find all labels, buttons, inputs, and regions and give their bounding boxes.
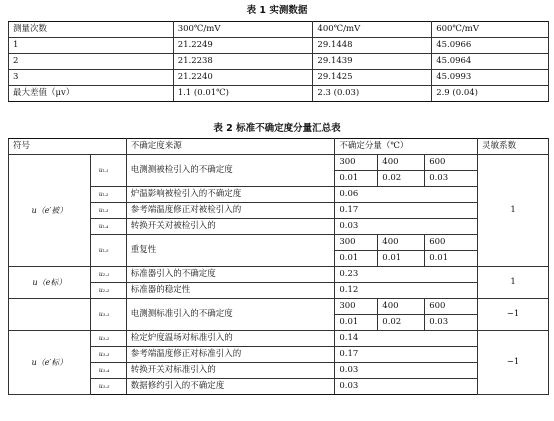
symbol-cell: u（e′标） — [9, 331, 91, 395]
source-cell: 转换开关对标准引入的 — [126, 363, 335, 379]
sub-symbol: u₃.₁ — [90, 299, 126, 331]
sub-symbol: u₂.₁ — [90, 267, 126, 283]
table2-row — [9, 363, 549, 379]
source-header: 不确定度来源 — [126, 139, 335, 155]
table2-header-row — [9, 139, 549, 155]
table1-cell: 1 — [9, 38, 174, 54]
table1-cell: 45.0993 — [432, 70, 549, 86]
sub-symbol: uₗ.₅ — [90, 235, 126, 267]
source-cell: 参考端温度修正对标准引入的 — [126, 347, 335, 363]
table2-row — [9, 299, 549, 315]
coef-cell: 1 — [478, 267, 549, 299]
symbol-cell: u（e′被） — [9, 155, 91, 267]
value-cell: 0.02 — [378, 171, 425, 187]
table1-cell: 2.9 (0.04) — [432, 86, 549, 102]
source-cell: 重复性 — [126, 235, 335, 267]
table1-row — [9, 38, 549, 54]
table1-header-cell: 300℃/mV — [173, 22, 313, 38]
symbol-cell — [9, 299, 91, 331]
table1-cell: 21.2249 — [173, 38, 313, 54]
coef-header: 灵敏系数 — [478, 139, 549, 155]
component-header: 不确定分量（℃） — [335, 139, 478, 155]
table1-cell: 21.2240 — [173, 70, 313, 86]
temp-header-cell: 400 — [378, 299, 425, 315]
value-cell: 0.03 — [425, 315, 478, 331]
table1-header-cell: 测量次数 — [9, 22, 174, 38]
sub-symbol: u₂.₂ — [90, 283, 126, 299]
temp-header-cell: 400 — [378, 155, 425, 171]
source-cell: 参考端温度修正对被检引入的 — [126, 203, 335, 219]
table1-header-row — [9, 22, 549, 38]
source-cell: 检定炉度温场对标准引入的 — [126, 331, 335, 347]
table1-row — [9, 54, 549, 70]
value-cell: 0.03 — [335, 219, 478, 235]
value-cell: 0.01 — [335, 251, 378, 267]
source-cell: 数据修约引入的不确定度 — [126, 379, 335, 395]
source-cell: 标准器引入的不确定度 — [126, 267, 335, 283]
table2-row — [9, 331, 549, 347]
table1-cell: 29.1425 — [313, 70, 432, 86]
table1-header-cell: 600℃/mV — [432, 22, 549, 38]
value-cell: 0.06 — [335, 187, 478, 203]
sub-symbol: uₗ.₁ — [90, 155, 126, 187]
coef-cell: −1 — [478, 299, 549, 331]
source-cell: 电测测标准引入的不确定度 — [126, 299, 335, 331]
value-cell: 0.03 — [425, 171, 478, 187]
table1-cell: 29.1448 — [313, 38, 432, 54]
symbol-header: 符号 — [9, 139, 127, 155]
table1-row — [9, 70, 549, 86]
source-cell: 电测测被检引入的不确定度 — [126, 155, 335, 187]
temp-header-cell: 600 — [425, 155, 478, 171]
source-cell: 转换开关对被检引入的 — [126, 219, 335, 235]
table1-title: 表 1 实测数据 — [246, 5, 308, 16]
table1-header-cell: 400℃/mV — [313, 22, 432, 38]
table1-cell: 2.3 (0.03) — [313, 86, 432, 102]
measurement-data-table — [8, 21, 549, 102]
value-cell: 0.17 — [335, 203, 478, 219]
table1-row — [9, 86, 549, 102]
table2-row — [9, 283, 549, 299]
sub-symbol: u₃.₂ — [90, 331, 126, 347]
temp-header-cell: 400 — [378, 235, 425, 251]
sub-symbol: uₗ.₄ — [90, 219, 126, 235]
sub-symbol: u₃.₅ — [90, 379, 126, 395]
sub-symbol: uₗ.₃ — [90, 203, 126, 219]
value-cell: 0.01 — [378, 251, 425, 267]
uncertainty-summary-table — [8, 138, 549, 395]
coef-cell: −1 — [478, 331, 549, 395]
table2-row — [9, 219, 549, 235]
value-cell: 0.01 — [335, 315, 378, 331]
value-cell: 0.03 — [335, 363, 478, 379]
source-cell: 炉温影响被检引入的不确定度 — [126, 187, 335, 203]
table2-title: 表 2 标准不确定度分量汇总表 — [213, 123, 341, 134]
temp-header-cell: 600 — [425, 235, 478, 251]
temp-header-cell: 600 — [425, 299, 478, 315]
value-cell: 0.01 — [425, 251, 478, 267]
value-cell: 0.12 — [335, 283, 478, 299]
value-cell: 0.23 — [335, 267, 478, 283]
value-cell: 0.01 — [335, 171, 378, 187]
table1-cell: 21.2238 — [173, 54, 313, 70]
table2-row — [9, 203, 549, 219]
table1-cell: 最大差值（μv） — [9, 86, 174, 102]
temp-header-cell: 300 — [335, 155, 378, 171]
table1-cell: 45.0964 — [432, 54, 549, 70]
table1-cell: 29.1439 — [313, 54, 432, 70]
table1-cell: 45.0966 — [432, 38, 549, 54]
temp-header-cell: 300 — [335, 235, 378, 251]
table2-row — [9, 379, 549, 395]
table2-row — [9, 155, 549, 171]
value-cell: 0.14 — [335, 331, 478, 347]
table1-cell: 2 — [9, 54, 174, 70]
table1-cell: 3 — [9, 70, 174, 86]
table2-row — [9, 187, 549, 203]
sub-symbol: uₗ.₂ — [90, 187, 126, 203]
table2-row — [9, 235, 549, 251]
value-cell: 0.17 — [335, 347, 478, 363]
sub-symbol: u₃.₃ — [90, 347, 126, 363]
symbol-cell: u（e标） — [9, 267, 91, 299]
value-cell: 0.03 — [335, 379, 478, 395]
sub-symbol: u₃.₄ — [90, 363, 126, 379]
table2-row — [9, 267, 549, 283]
source-cell: 标准器的稳定性 — [126, 283, 335, 299]
coef-cell: 1 — [478, 155, 549, 267]
value-cell: 0.02 — [378, 315, 425, 331]
table2-row — [9, 347, 549, 363]
table1-cell: 1.1 (0.01℃) — [173, 86, 313, 102]
temp-header-cell: 300 — [335, 299, 378, 315]
